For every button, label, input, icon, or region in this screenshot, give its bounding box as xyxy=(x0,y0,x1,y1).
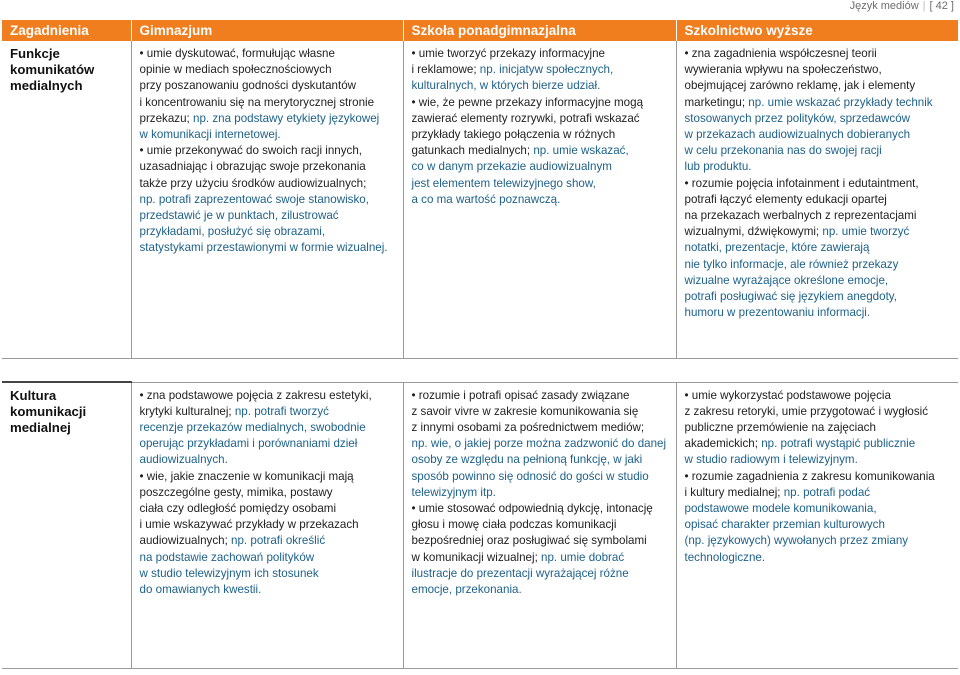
requirement-text: rozumie pojęcia infotainment i edutaintment, potrafi łączyć elementy edukacji opartej na przekazach werbalnych z reprezentacjami wizualnymi, dźwiękowymi; xyxy=(684,176,919,239)
bullet-point xyxy=(685,389,692,402)
example-text: np. wie, o jakiej porze można zadzwonić do danej osoby ze względu na pełnioną funkcję, w jaki sposób powinno się odnosić do gości w studio telewizyjnym itp. xyxy=(411,437,667,499)
requirement-text: wie, jakie znaczenie w komunikacji mają poszczególne gesty, mimika, postawy ciała czy odległość pomiędzy osobami i umie wskazywać przykłady w przekazach audiowizualnych; xyxy=(139,469,359,548)
example-text: np. potrafi tworzyć recenzje przekazów medialnych, swobodnie operując przykładami i porównaniami dzieł audiowizualnych. xyxy=(139,404,366,467)
example-text: np. inicjatyw społecznych, kulturalnych, w których bierze udział. xyxy=(411,63,614,93)
curriculum-table xyxy=(2,20,959,669)
content-cell xyxy=(131,382,403,669)
bullet-point xyxy=(412,47,419,60)
bullet-point xyxy=(685,177,692,190)
example-text: np. umie tworzyć notatki, prezentacje, które zawierają nie tylko informacje, ale również przekazy wizualne wyrażające określone emocje, potrafi posługiwać się językiem anegdoty, humoru w prezentowaniu informacji. xyxy=(684,225,910,320)
row-spacer xyxy=(2,359,958,383)
running-head-title: Język mediów xyxy=(849,0,919,12)
example-text: np. potrafi zaprezentować swoje stanowisko, przedstawić je w punktach, zilustrować przykładami, posłużyć się obrazami, statystykami przestawionymi w formie wizualnej. xyxy=(139,192,388,255)
running-head-separator: | xyxy=(922,0,926,12)
example-text: np. potrafi wystąpić publicznie w studio radiowym i telewizyjnym. xyxy=(684,437,916,467)
topic-cell: Kultura komunikacji medialnej xyxy=(2,382,131,669)
column-header-upper-secondary: Szkoła ponadgimnazjalna xyxy=(403,20,676,41)
table-header-row xyxy=(2,20,958,41)
column-header-topics: Zagadnienia xyxy=(2,20,131,41)
requirement-text: rozumie i potrafi opisać zasady związane z savoir vivre w zakresie komunikowania się z innymi osobami za pośrednictwem mediów; xyxy=(411,388,645,434)
bullet-point xyxy=(685,47,692,60)
bullet-point xyxy=(685,470,692,483)
requirement-text: zna podstawowe pojęcia z zakresu estetyki, krytyki kulturalnej; xyxy=(139,388,372,418)
example-text: np. umie wskazać przykłady technik stosowanych przez polityków, sprzedawców w przekazach audiowizualnych dobieranych w celu przekonania nas do swojej racji lub produktu. xyxy=(684,95,933,174)
example-text: np. potrafi podać podstawowe modele komunikowania, opisać charakter przemian kulturowych (np. językowych) wywołanych przez zmiany technologiczne. xyxy=(684,485,909,564)
requirement-text: umie dyskutować, formułując własne opinie w mediach społecznościowych przy poszanowaniu godności dyskutantów i koncentrowaniu się na merytorycznej stronie przekazu; xyxy=(139,47,375,125)
requirement-text: wie, że pewne przekazy informacyjne mogą zawierać elementy rozrywki, potrafi wskazać przykłady takiego połączenia w różnych gatunkach medialnych; xyxy=(411,95,644,158)
column-header-lower-secondary: Gimnazjum xyxy=(131,20,403,41)
bullet-point xyxy=(412,96,419,109)
requirement-text: umie wykorzystać podstawowe pojęcia z zakresu retoryki, umie przygotować i wygłosić publiczne przemówienie na zajęciach akademickich; xyxy=(684,388,929,451)
requirement-text: rozumie zagadnienia z zakresu komunikowania i kultury medialnej; xyxy=(684,469,935,499)
content-cell xyxy=(676,382,958,669)
content-cell xyxy=(403,41,676,359)
content-cell xyxy=(676,41,958,359)
content-cell xyxy=(403,382,676,669)
requirement-text: zna zagadnienia współczesnej teorii wywierania wpływu na społeczeństwo, obejmującej zarówno reklamę, jak i elementy marketingu; xyxy=(684,47,916,109)
requirement-text: umie stosować odpowiednią dykcję, intonację głosu i mowę ciała podczas komunikacji bezpośredniej oraz posługiwać się symbolami w komunikacji wizualnej; xyxy=(411,501,653,564)
topic-cell: Funkcje komunikatów medialnych xyxy=(2,41,131,359)
bullet-point xyxy=(412,389,419,402)
bullet-point xyxy=(140,389,147,402)
bullet-point xyxy=(412,502,419,515)
example-text: np. potrafi określić na podstawie zachowań polityków w studio telewizyjnym ich stosunek do omawianych kwestii. xyxy=(139,534,326,596)
running-head xyxy=(850,0,954,12)
example-text: np. umie dobrać ilustracje do prezentacji wyrażającej różne emocje, przekonania. xyxy=(411,550,629,596)
example-text: np. umie wskazać, co w danym przekazie audiowizualnym jest elementem telewizyjnego show, a co ma wartość poznawczą. xyxy=(411,144,629,206)
bullet-point xyxy=(140,47,147,60)
table-row xyxy=(2,41,958,359)
bullet-point xyxy=(140,470,147,483)
requirement-text: umie przekonywać do swoich racji innych, uzasadniając i obrazując swoje przekonania także przy użyciu środków audiowizualnych; xyxy=(139,144,367,190)
content-cell xyxy=(131,41,403,359)
page-number: [ 42 ] xyxy=(929,0,954,12)
column-header-higher-education: Szkolnictwo wyższe xyxy=(676,20,958,41)
example-text: np. zna podstawy etykiety językowej w komunikacji internetowej. xyxy=(139,111,380,142)
requirement-text: umie tworzyć przekazy informacyjne i reklamowe; xyxy=(411,47,605,77)
bullet-point xyxy=(140,144,147,157)
table-row xyxy=(2,382,958,669)
